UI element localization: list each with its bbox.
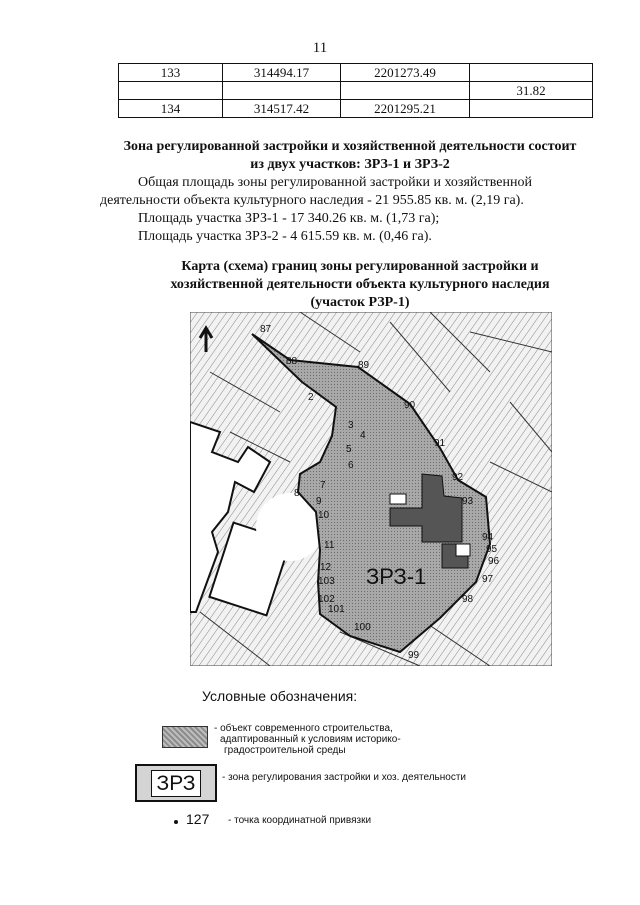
legend-item1-line1: - объект современного строительства, bbox=[214, 723, 393, 734]
point-number-cell: 133 bbox=[119, 64, 223, 82]
boundary-point-label: 92 bbox=[452, 472, 464, 483]
boundary-point-label: 101 bbox=[328, 604, 345, 615]
y-coordinate-cell: 2201273.49 bbox=[341, 64, 470, 82]
section-title-line-2: из двух участков: ЗРЗ-1 и ЗРЗ-2 bbox=[250, 157, 450, 172]
total-area-paragraph: Общая площадь зоны регулированной застройки и хозяйственной деятельности объекта культурного наследия - 21 955.85 кв. м. (2,19 га). bbox=[100, 175, 532, 208]
boundary-point-label: 6 bbox=[348, 460, 354, 471]
boundary-point-label: 89 bbox=[358, 360, 370, 371]
distance-cell bbox=[470, 64, 593, 82]
boundary-point-label: 8 bbox=[294, 488, 300, 499]
boundary-point-label: 102 bbox=[318, 594, 335, 605]
boundary-point-label: 99 bbox=[408, 650, 420, 661]
legend-point-dot-icon bbox=[174, 820, 178, 824]
boundary-point-label: 3 bbox=[348, 420, 354, 431]
table-row bbox=[119, 82, 593, 100]
y-coordinate-cell bbox=[341, 82, 470, 100]
boundary-point-label: 103 bbox=[318, 576, 335, 587]
boundary-point-label: 95 bbox=[486, 544, 498, 555]
page-number: 11 bbox=[312, 40, 328, 56]
map-title-line-3: (участок РЗР-1) bbox=[310, 295, 410, 310]
legend-zrz-text: - зона регулирования застройки и хоз. деятельности bbox=[222, 772, 466, 783]
boundary-point-label: 90 bbox=[404, 400, 416, 411]
distance-cell: 31.82 bbox=[470, 82, 593, 100]
map-title-line-1: Карта (схема) границ зоны регулированной застройки и bbox=[181, 259, 539, 274]
zone-map bbox=[190, 312, 552, 666]
legend-item1-line2: адаптированный к условиям историко- bbox=[220, 734, 401, 745]
area-zrz2: Площадь участка ЗРЗ-2 - 4 615.59 кв. м. (0,46 га). bbox=[138, 229, 432, 244]
boundary-point-label: 96 bbox=[488, 556, 500, 567]
point-number-cell: 134 bbox=[119, 100, 223, 118]
legend-zrz-symbol bbox=[135, 764, 217, 802]
boundary-point-label: 91 bbox=[434, 438, 446, 449]
legend-point-number: 127 bbox=[186, 811, 210, 827]
boundary-point-label: 12 bbox=[320, 562, 332, 573]
small-building-white-2 bbox=[390, 494, 406, 504]
legend-modern-building-text bbox=[214, 723, 474, 756]
boundary-point-label: 9 bbox=[316, 496, 322, 507]
coordinates-table bbox=[118, 63, 593, 118]
legend-modern-building-swatch bbox=[162, 726, 208, 748]
boundary-point-label: 7 bbox=[320, 480, 326, 491]
zone-label: ЗРЗ-1 bbox=[366, 564, 427, 589]
table-row bbox=[119, 64, 593, 82]
boundary-point-label: 97 bbox=[482, 574, 494, 585]
boundary-point-label: 2 bbox=[308, 392, 314, 403]
x-coordinate-cell: 314517.42 bbox=[223, 100, 341, 118]
map-title bbox=[140, 258, 580, 312]
boundary-point-label: 5 bbox=[346, 444, 352, 455]
area-zrz1: Площадь участка ЗРЗ-1 - 17 340.26 кв. м. (1,73 га); bbox=[138, 211, 440, 226]
section-title-line-1: Зона регулированной застройки и хозяйственной деятельности состоит bbox=[123, 139, 577, 154]
boundary-point-label: 11 bbox=[324, 540, 335, 551]
zone-description bbox=[100, 138, 600, 246]
boundary-point-label: 88 bbox=[286, 356, 298, 367]
x-coordinate-cell bbox=[223, 82, 341, 100]
boundary-point-label: 98 bbox=[462, 594, 474, 605]
boundary-point-label: 94 bbox=[482, 532, 494, 543]
boundary-point-label: 4 bbox=[360, 430, 366, 441]
boundary-point-label: 100 bbox=[354, 622, 371, 633]
legend-title: Условные обозначения: bbox=[202, 688, 358, 704]
boundary-point-label: 87 bbox=[260, 324, 272, 335]
map-title-line-2: хозяйственной деятельности объекта культурного наследия bbox=[170, 277, 550, 292]
table-row bbox=[119, 100, 593, 118]
y-coordinate-cell: 2201295.21 bbox=[341, 100, 470, 118]
boundary-point-label: 10 bbox=[318, 510, 330, 521]
boundary-point-label: 93 bbox=[462, 496, 474, 507]
distance-cell bbox=[470, 100, 593, 118]
point-number-cell bbox=[119, 82, 223, 100]
legend-item1-line3: градостроительной среды bbox=[224, 745, 346, 756]
x-coordinate-cell: 314494.17 bbox=[223, 64, 341, 82]
legend-point-text: - точка координатной привязки bbox=[228, 815, 372, 826]
legend-zrz-box-label: ЗРЗ bbox=[151, 770, 202, 797]
small-building-white bbox=[456, 544, 470, 556]
